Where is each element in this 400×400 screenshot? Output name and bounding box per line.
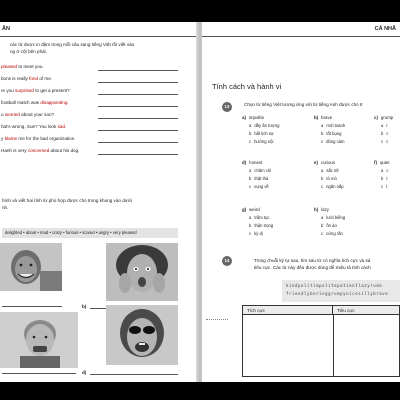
right-page-header: CÁ NHÂ	[202, 22, 400, 37]
option[interactable]: a đầy ấn tượng	[249, 123, 280, 128]
exercise-14-badge: 14	[222, 256, 232, 266]
option[interactable]: a r	[381, 123, 388, 128]
answer-line[interactable]	[98, 106, 178, 107]
option[interactable]: c ngăn nắp	[321, 184, 344, 189]
sentence: y blame me for the bad organization.	[1, 136, 76, 141]
column-negative: Tiêu cực	[333, 306, 399, 315]
option[interactable]: b t	[381, 176, 388, 181]
option[interactable]: a c	[381, 168, 389, 173]
answer-line[interactable]	[2, 306, 62, 307]
instruction-line: tiêu cực. Các từ này đều được dùng để miêu tả tính cách	[254, 264, 371, 270]
sentence: Hanh is very concerned about his dog.	[1, 148, 80, 153]
instruction-line: các từ được in đậm trong mỗi câu sang tiếng Việt rồi viết vào	[10, 42, 135, 47]
choice-group-brave: b) brave a mới toanh b tốt bụng c dũng cảm	[314, 115, 376, 147]
instruction-line: ng ở cột bên phải.	[10, 48, 47, 54]
option[interactable]: c hướng nội	[249, 139, 274, 144]
option[interactable]: c kỳ dị	[249, 231, 263, 236]
label-b: b)	[82, 304, 87, 309]
choice-group-grumpy: c) grump a r b c c c	[374, 115, 400, 147]
answer-line[interactable]	[98, 130, 178, 131]
photo-woman-sunglasses	[106, 305, 178, 365]
option[interactable]: c dũng cảm	[321, 139, 345, 144]
exercise-13-badge: 13	[222, 102, 232, 112]
task-line: nh.	[2, 204, 9, 210]
label-d: d)	[82, 370, 87, 375]
choice-group-honest: d) honest a chăm chỉ b thật thà c vụng về	[242, 160, 304, 192]
option[interactable]: c c	[381, 139, 389, 144]
sentence: pleased to meet you.	[1, 64, 44, 69]
option[interactable]: b thật thà	[249, 176, 269, 181]
photo-surprised-woman	[106, 243, 178, 301]
answer-line[interactable]	[98, 118, 178, 119]
option[interactable]: b ồn ào	[321, 223, 337, 228]
answer-table	[242, 305, 400, 377]
book-spread	[0, 22, 400, 382]
section-title: Tính cách và hành vi	[212, 82, 282, 91]
letter-string-box	[282, 280, 400, 302]
instruction-text	[10, 42, 196, 55]
photo-smiling-child	[0, 243, 62, 291]
option[interactable]: c vụng về	[249, 184, 269, 189]
answer-line[interactable]	[98, 70, 178, 71]
answer-line[interactable]	[98, 82, 178, 83]
photo-angry-boy	[0, 312, 78, 368]
option[interactable]: b tốt bụng	[321, 131, 342, 136]
column-positive: Tích cực	[243, 306, 333, 315]
option[interactable]: a chăm chỉ	[249, 168, 272, 173]
sentence: u worried about your son?	[1, 112, 55, 117]
option[interactable]: a mới toanh	[321, 123, 346, 128]
left-page	[0, 22, 198, 382]
letter-string: kindpolitimpolitepatientlazyrude	[286, 283, 383, 288]
option[interactable]: b thận trọng	[249, 223, 274, 228]
choice-group-curious: e) curious a sắc sỡ b tò mò c ngăn nắp	[314, 160, 376, 192]
positive-answer-area[interactable]	[243, 315, 333, 377]
letter-string: friendlyboringgrumpynicesillybrave	[286, 291, 389, 296]
answer-line[interactable]	[98, 142, 178, 143]
task-text	[2, 198, 188, 211]
option[interactable]: c cứng rắn	[321, 231, 343, 236]
option[interactable]: b c	[381, 131, 389, 136]
option[interactable]: b bất lịch sự	[249, 131, 274, 136]
instruction-line: Trong chuỗi ký tự sau, tìm sáu từ có nghĩa tích cực và sá	[254, 258, 371, 263]
option[interactable]: a lười biếng	[321, 215, 346, 220]
word-box: delighted • about • mad • crazy • furious • scared • angry • very pleased	[2, 228, 178, 238]
exercise-14-instruction	[254, 258, 400, 271]
sentence: re you surprised to get a present?	[1, 88, 70, 93]
task-line: hình và viết hai tính từ phù hợp được cho trong khung vào dưới	[2, 198, 132, 203]
right-page	[202, 22, 400, 382]
option[interactable]: b tò mò	[321, 176, 337, 181]
sentence: hat's wrong, Sue? You look sad.	[1, 124, 67, 129]
choice-group-weird: g) weird a trầm tục b thận trọng c kỳ dị	[242, 207, 304, 239]
exercise-13-instruction: Chọn từ tiếng Việt tương ứng với từ tiếng Anh được cho tr	[244, 102, 363, 107]
answer-line[interactable]	[2, 373, 76, 374]
choice-group-quiet: f) quiet a c b t c t	[374, 160, 400, 192]
option[interactable]: c t	[381, 184, 388, 189]
answer-line[interactable]	[90, 374, 178, 375]
option[interactable]: a trầm tục	[249, 215, 270, 220]
choice-group-lazy: h) lazy a lười biếng b ồn ào c cứng rắn	[314, 207, 376, 239]
left-page-header: ÂN	[0, 22, 198, 37]
choice-group-impolite: a) impolite a đầy ấn tượng b bất lịch sự c hướng nội	[242, 115, 304, 147]
option[interactable]: a sắc sỡ	[321, 168, 339, 173]
sentence: bons is really fond of me.	[1, 76, 53, 81]
answer-line[interactable]	[98, 94, 178, 95]
connector-line	[206, 319, 228, 320]
sentence: football match was disappointing.	[1, 100, 69, 105]
negative-answer-area[interactable]	[334, 315, 399, 377]
answer-line[interactable]	[98, 154, 178, 155]
